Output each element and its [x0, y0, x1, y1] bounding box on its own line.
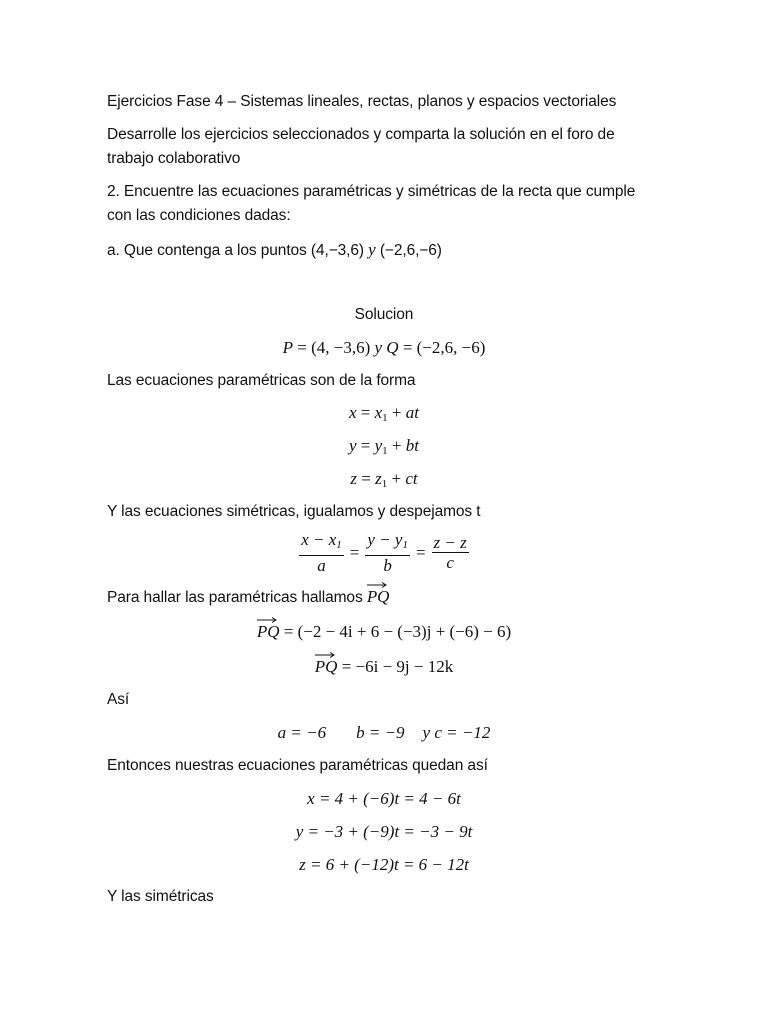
- fraction-z-denominator: c: [446, 553, 454, 572]
- symmetric-closing: Y las simétricas: [107, 888, 214, 905]
- vector-pq: [257, 622, 280, 642]
- fraction-y-subscript: 1: [402, 539, 408, 551]
- coefficients-line: [0, 723, 768, 743]
- pq-expansion-value: = (−2 − 4i + 6 − (−3)j + (−6) − 6): [279, 622, 512, 641]
- fraction-z-numerator: z − z: [433, 533, 467, 552]
- point-q-value: = (−2,6, −6): [398, 338, 486, 357]
- exercise-statement-line-1: 2. Encuentre las ecuaciones paramétricas y simétricas de la recta que cumple: [107, 183, 636, 200]
- parametric-intro: Las ecuaciones paramétricas son de la forma: [107, 372, 416, 389]
- exercise-statement-line-2: con las condiciones dadas:: [107, 207, 291, 224]
- item-a-suffix: (−2,6,−6): [375, 242, 442, 259]
- final-parametric-intro: Entonces nuestras ecuaciones paramétricas quedan así: [107, 757, 488, 774]
- pq-intro-text: Para hallar las paramétricas hallamos: [107, 589, 367, 606]
- vector-pq: [367, 587, 389, 607]
- fraction-z: [432, 533, 469, 572]
- exercise-item-a: [107, 240, 442, 260]
- eq-lhs: y: [348, 436, 357, 455]
- fraction-y-denominator: b: [383, 556, 392, 575]
- fraction-x: [299, 530, 344, 575]
- pq-result-value: = −6i − 9j − 12k: [337, 657, 454, 676]
- point-q-label: Q: [382, 338, 399, 357]
- vector-arrow-icon: [257, 617, 277, 623]
- fraction-y: [365, 530, 410, 575]
- coefficient-a: a = −6: [277, 723, 327, 742]
- point-p-label: P: [282, 338, 293, 357]
- vector-pq-label: PQ: [256, 622, 280, 641]
- eq-var: y: [374, 436, 383, 455]
- document-title: Ejercicios Fase 4 – Sistemas lineales, rectas, planos y espacios vectoriales: [107, 93, 617, 110]
- pq-intro: [107, 587, 389, 607]
- general-parametric-y: $y = y_1$ + bt: [348, 436, 419, 457]
- vector-pq-label: PQ: [366, 587, 390, 606]
- pq-expansion: [0, 622, 768, 642]
- solution-heading: Solucion: [354, 306, 414, 323]
- symmetric-intro: Y las ecuaciones simétricas, igualamos y despejamos t: [107, 503, 481, 520]
- fraction-y-numerator: y − y: [367, 530, 403, 549]
- asi-label: Así: [107, 691, 130, 708]
- vector-pq: [315, 657, 338, 677]
- eq-var: x: [374, 403, 383, 422]
- item-a-connector: y: [368, 240, 376, 259]
- instruction-line-1: Desarrolle los ejercicios seleccionados y comparta la solución en el foro de: [107, 126, 615, 143]
- fraction-x-denominator: a: [317, 556, 326, 575]
- final-parametric-y: y = −3 + (−9)t = −3 − 9t: [295, 822, 473, 841]
- coefficient-b: b = −9: [356, 723, 405, 742]
- item-a-prefix: a. Que contenga a los puntos (4,−3,6): [107, 242, 369, 259]
- fraction-x-numerator: x − x: [301, 530, 337, 549]
- eq-var: z: [375, 469, 382, 488]
- vector-arrow-icon: [367, 582, 387, 588]
- eq-coef: ct: [405, 469, 418, 488]
- instruction-line-2: trabajo colaborativo: [107, 150, 241, 167]
- point-p-value: = (4, −3,6): [292, 338, 375, 357]
- vector-pq-label: PQ: [314, 657, 338, 676]
- points-equation: [0, 338, 768, 358]
- general-parametric-x: $x = x_1$ + at: [348, 403, 419, 424]
- final-parametric-x: x = 4 + (−6)t = 4 − 6t: [307, 789, 461, 808]
- final-parametric-z: z = 6 + (−12)t = 6 − 12t: [299, 855, 469, 874]
- eq-coef: bt: [405, 436, 419, 455]
- pq-result: [0, 657, 768, 677]
- symmetric-general-equation: $\frac{x - x_1}{a}$ = $\frac{y - y_1}{b}$ = $\frac{z - z}{c}$: [301, 530, 467, 575]
- eq-coef: at: [405, 403, 419, 422]
- points-connector: y: [374, 338, 383, 357]
- vector-arrow-icon: [315, 652, 335, 658]
- eq-lhs: x: [348, 403, 357, 422]
- eq-lhs: z: [350, 469, 358, 488]
- coefficient-c: y c = −12: [422, 723, 491, 742]
- general-parametric-z: $z = z_1$ + ct: [350, 469, 418, 490]
- fraction-x-subscript: 1: [336, 539, 342, 551]
